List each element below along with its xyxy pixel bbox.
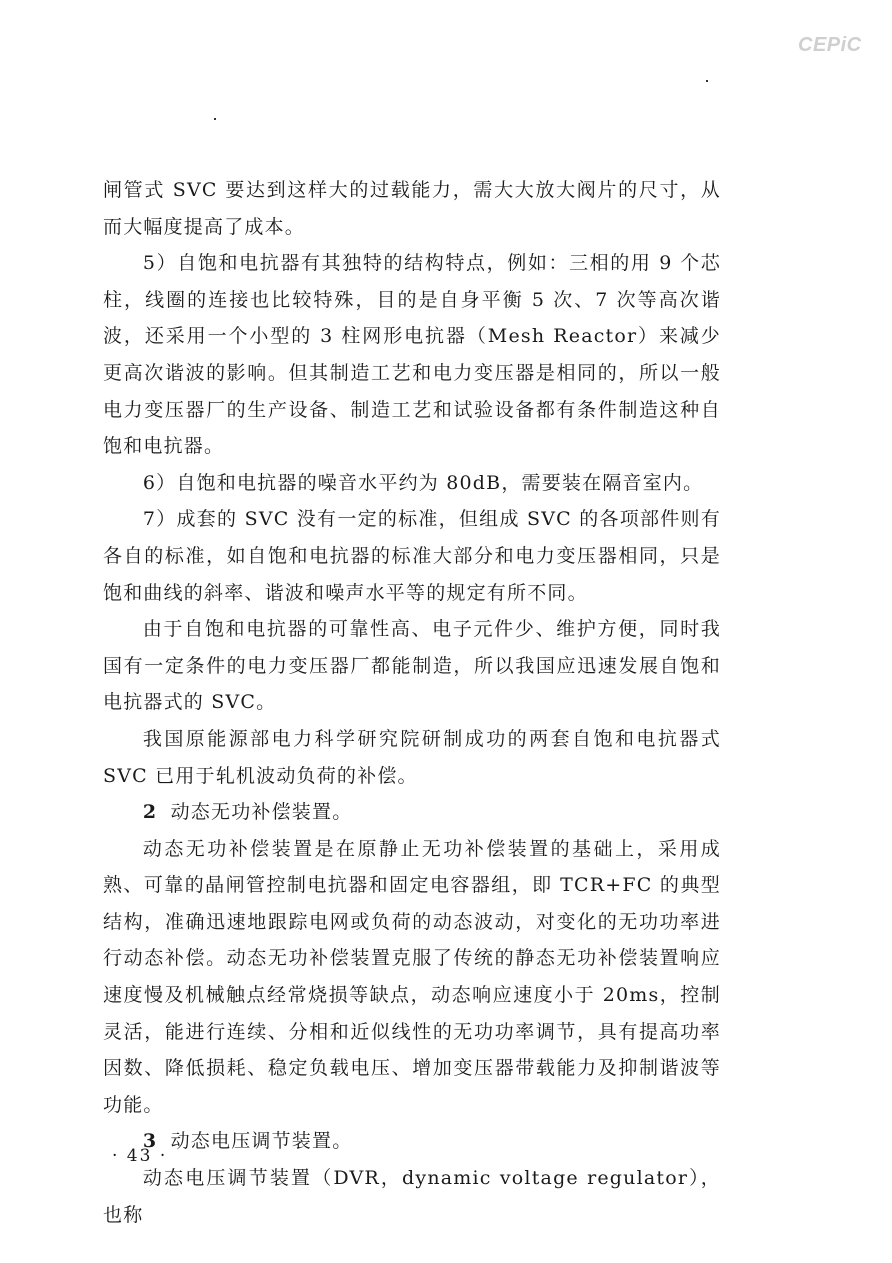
scan-speck [706, 80, 708, 82]
section-number: 3 [142, 1130, 158, 1153]
paragraph-dynamic-compensation: 动态无功补偿装置是在原静止无功补偿装置的基础上，采用成熟、可靠的晶闸管控制电抗器和固定电容器组，即 TCR+FC 的典型结构，准确迅速地跟踪电网或负荷的动态波动，对变化的无功功率进行动态补偿。动态无功补偿装置克服了传统的静态无功补偿装置响应速度慢及机械触点经常烧损等缺点，动态响应速度小于 20ms，控制灵活，能进行连续、分相和近似线性的无功功率调节，具有提高功率因数、降低损耗、稳定负载电压、增加变压器带载能力及抑制谐波等功能。 [103, 837, 721, 1116]
paragraph-overload: 闸管式 SVC 要达到这样大的过载能力，需大大放大阀片的尺寸，从而大幅度提高了成本。 [103, 179, 721, 238]
section-title: 动态电压调节装置。 [170, 1130, 353, 1153]
paragraph-research: 我国原能源部电力科学研究院研制成功的两套自饱和电抗器式 SVC 已用于轧机波动负荷的补偿。 [103, 727, 721, 787]
page-number: · 43 · [112, 1146, 168, 1166]
paragraph-item-6: 6）自饱和电抗器的噪音水平约为 80dB，需要装在隔音室内。 [142, 471, 704, 494]
paragraph-dvr: 动态电压调节装置（DVR，dynamic voltage regulator），也称 [103, 1167, 721, 1226]
section-number: 2 [142, 801, 158, 824]
paragraph-item-5: 5）自饱和电抗器有其独特的结构特点，例如：三相的用 9 个芯柱，线圈的连接也比较特殊，目的是自身平衡 5 次、7 次等高次谐波，还采用一个小型的 3 柱网形电抗器（Mesh Reactor）来减少更高次谐波的影响。但其制造工艺和电力变压器是相同的，所以一般电力变压器厂的生产设备、制造工艺和试验设备都有条件制造这种自饱和电抗器。 [103, 252, 721, 458]
paragraph-item-7: 7）成套的 SVC 没有一定的标准，但组成 SVC 的各项部件则有各自的标准，如自饱和电抗器的标准大部分和电力变压器相同，只是饱和曲线的斜率、谐波和噪声水平等的规定有所不同。 [103, 508, 721, 604]
scan-speck [214, 118, 216, 120]
section-heading-2 [103, 794, 721, 831]
page-body [103, 172, 721, 1233]
section-title: 动态无功补偿装置。 [170, 801, 353, 824]
paragraph-reliability: 由于自饱和电抗器的可靠性高、电子元件少、维护方便，同时我国有一定条件的电力变压器厂都能制造，所以我国应迅速发展自饱和电抗器式的 SVC。 [103, 618, 721, 714]
section-heading-3 [103, 1123, 721, 1160]
publisher-logo: CEPiC [798, 34, 862, 56]
